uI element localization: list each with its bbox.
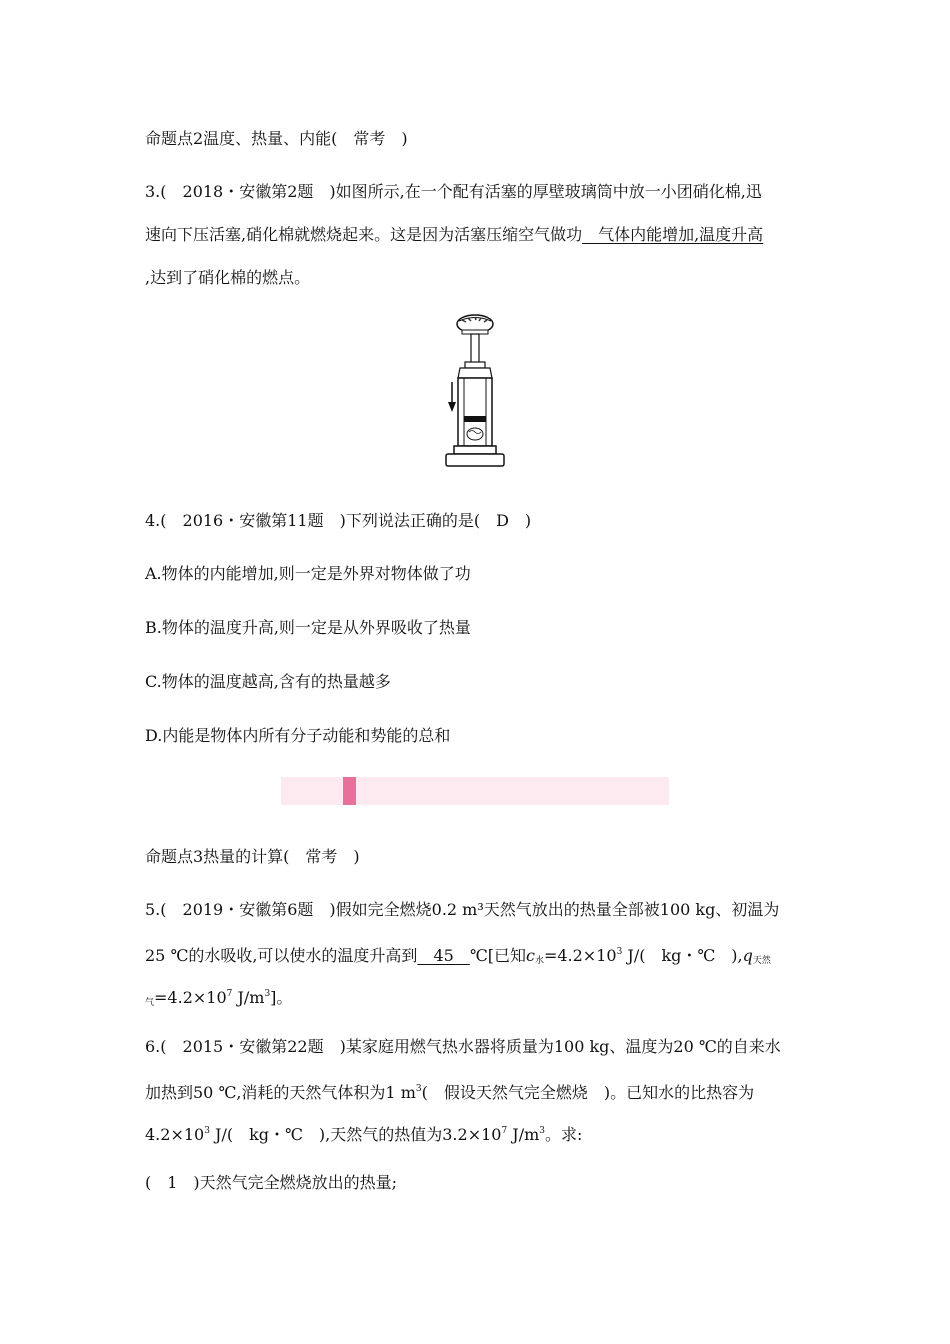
question-3-text: 速向下压活塞,硝化棉就燃烧起来。这是因为活塞压缩空气做功 xyxy=(145,225,583,244)
heat-value-end: ]。 xyxy=(270,988,293,1007)
question-6-text-b: ( 假设天然气完全燃烧 )。已知水的比热容为 xyxy=(421,1083,755,1102)
heat-value-subscript-a: 天然 xyxy=(752,956,771,966)
heat-value-unit-exponent: 3 xyxy=(264,989,271,999)
section-heading-2: 命题点2温度、热量、内能( 常考 ) xyxy=(145,129,408,148)
question-6-text-f: 。求: xyxy=(545,1125,583,1144)
question-6-sub-1: ( 1 )天然气完全燃烧放出的热量; xyxy=(145,1173,398,1192)
question-6-text-c: 4.2×10 xyxy=(145,1125,205,1144)
section-divider-marker xyxy=(343,777,356,805)
question-4-stem: 4.( 2016・安徽第11题 )下列说法正确的是( D ) xyxy=(145,511,532,530)
heat-value-subscript-b: 气 xyxy=(145,998,155,1008)
question-6-line-2 xyxy=(145,1079,754,1103)
piston-cylinder-apparatus-icon xyxy=(440,308,510,472)
specific-heat-subscript: 水 xyxy=(534,956,544,966)
question-4-option-b: B.物体的温度升高,则一定是从外界吸收了热量 xyxy=(145,618,471,637)
question-6-text-a: 加热到50 ℃,消耗的天然气体积为1 m xyxy=(145,1083,416,1102)
section-heading-3: 命题点3热量的计算( 常考 ) xyxy=(145,847,360,866)
question-4-option-a: A.物体的内能增加,则一定是外界对物体做了功 xyxy=(145,564,471,583)
heat-value-value: =4.2×10 xyxy=(154,988,227,1007)
question-6-line-1: 6.( 2015・安徽第22题 )某家庭用燃气热水器将质量为100 kg、温度为20 ℃的自来水 xyxy=(145,1037,781,1056)
question-3-line-2 xyxy=(145,225,763,245)
question-3-answer: 气体内能增加,温度升高 xyxy=(582,225,764,244)
question-4-option-d: D.内能是物体内所有分子动能和势能的总和 xyxy=(145,726,451,745)
section-divider-bar xyxy=(281,777,669,805)
heat-value-exponent: 7 xyxy=(226,989,233,999)
heat-value-symbol: q xyxy=(742,946,753,965)
question-4-option-c: C.物体的温度越高,含有的热量越多 xyxy=(145,672,391,691)
question-6-exponent-1: 3 xyxy=(204,1126,210,1136)
specific-heat-value: =4.2×10 xyxy=(543,946,617,965)
question-5-line-2 xyxy=(145,942,771,971)
question-5-known: ℃[已知 xyxy=(469,946,526,965)
question-5-line-3 xyxy=(145,984,292,1013)
question-6-exponent-3: 3 xyxy=(539,1126,545,1136)
question-6-exponent: 3 xyxy=(415,1084,422,1094)
question-3-line-3: ,达到了硝化棉的燃点。 xyxy=(145,268,311,287)
question-5-line-1: 5.( 2019・安徽第6题 )假如完全燃烧0.2 m³天然气放出的热量全部被100 kg、初温为 xyxy=(145,900,780,919)
heat-value-unit: J/m xyxy=(232,988,265,1007)
question-6-line-3 xyxy=(145,1121,582,1145)
question-6-text-d: J/( kg・℃ ),天然气的热值为3.2×10 xyxy=(209,1125,502,1144)
question-5-answer: 45 xyxy=(417,946,470,965)
question-6-text-e: J/m xyxy=(507,1125,540,1144)
specific-heat-unit: J/( kg・℃ ), xyxy=(622,946,743,965)
specific-heat-symbol: c xyxy=(525,946,535,965)
specific-heat-exponent: 3 xyxy=(616,947,623,957)
question-3-line-1: 3.( 2018・安徽第2题 )如图所示,在一个配有活塞的厚壁玻璃筒中放一小团硝化棉,迅 xyxy=(145,182,762,201)
question-5-text: 25 ℃的水吸收,可以使水的温度升高到 xyxy=(145,946,418,965)
question-6-exponent-2: 7 xyxy=(501,1126,508,1136)
